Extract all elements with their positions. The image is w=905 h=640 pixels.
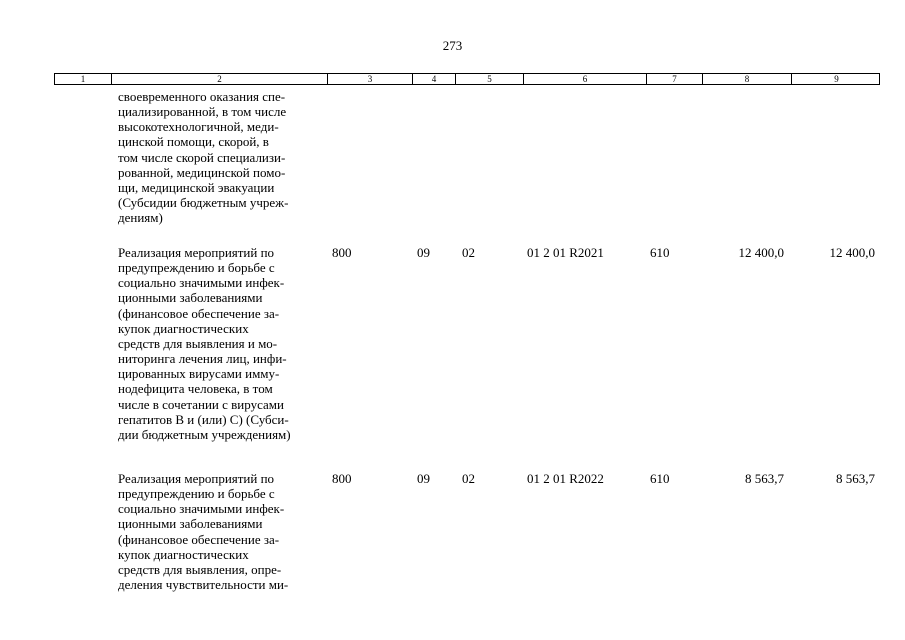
row-1-col9: 12 400,0 [829,245,875,260]
row-1-col8: 12 400,0 [738,245,784,260]
row-1-col5: 02 [462,245,475,260]
row-1-col3: 800 [332,245,352,260]
header-col-5: 5 [455,74,523,84]
header-col-9: 9 [791,74,881,84]
row-2-col6: 01 2 01 R2022 [527,471,604,486]
row-2-col3: 800 [332,471,352,486]
row-2-col5: 02 [462,471,475,486]
header-col-4: 4 [412,74,455,84]
page-number: 273 [442,38,463,53]
header-col-3: 3 [327,74,412,84]
row-2-description: Реализация мероприятий по предупреждению и борьбе с социально значимыми инфек- ционными заболеваниями (финансовое обеспечение за- купок диагностических средств для выявления, опре- деления чувствительности ми- [118,471,289,593]
header-col-1: 1 [80,74,86,84]
header-col-2: 2 [111,74,327,84]
row-1-col6: 01 2 01 R2021 [527,245,604,260]
row-1-col7: 610 [650,245,670,260]
header-col-7: 7 [646,74,702,84]
row-1-description: Реализация мероприятий по предупреждению и борьбе с социально значимыми инфек- ционными заболеваниями (финансовое обеспечение за- купок диагностических средств для выявления и мо- ниторинга лечения лиц, инфи- цированных вирусами имму- нодефицита человека, в том числе в сочетании с вирусами гепатитов В и (или) С) (Субси- дии бюджетным учреждениям) [118,245,291,442]
table-header-row [54,73,880,85]
row-2-col4: 09 [417,471,430,486]
row-2-col7: 610 [650,471,670,486]
row-1-col4: 09 [417,245,430,260]
continuation-text: своевременного оказания спе- циализированной, в том числе высокотехнологичной, меди- цинской помощи, скорой, в том числе скорой специализи- рованной, медицинской помо- щи, медицинской эвакуации (Субсидии бюджетным учреж- дениям) [118,89,289,226]
header-col-6: 6 [523,74,646,84]
row-2-col8: 8 563,7 [745,471,784,486]
header-col-8: 8 [702,74,791,84]
row-2-col9: 8 563,7 [836,471,875,486]
